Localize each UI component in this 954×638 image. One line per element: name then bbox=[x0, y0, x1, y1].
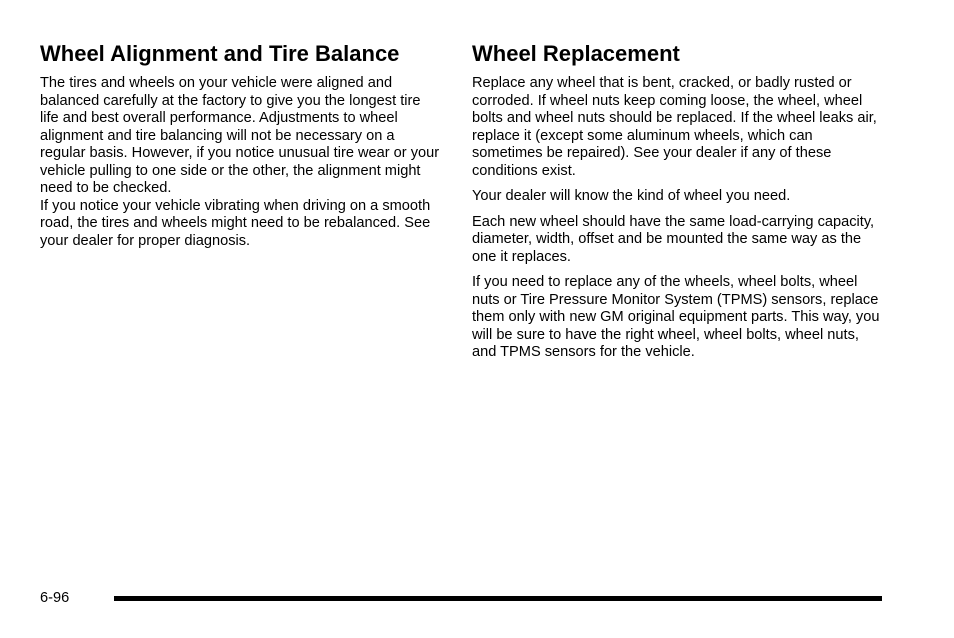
footer-rule bbox=[114, 596, 882, 601]
paragraph: Each new wheel should have the same load-carrying capacity, diameter, width, offset and be mounted the same way as the one it replaces. bbox=[472, 213, 875, 265]
paragraph: If you notice your vehicle vibrating when driving on a smooth road, the tires and wheels might need to be rebalanced. See your dealer for proper diagnosis. bbox=[40, 197, 431, 249]
page-number: 6-96 bbox=[40, 590, 70, 606]
paragraph: Replace any wheel that is bent, cracked, or badly rusted or corroded. If wheel nuts keep coming loose, the wheel, wheel bolts and wheel nuts should be replaced. If the wheel leaks air, replace it (except some aluminum wheels, which can sometimes be repaired). See your dealer if any of these conditions exist. bbox=[472, 75, 877, 179]
paragraph: Your dealer will know the kind of wheel you need. bbox=[472, 188, 791, 204]
paragraph: The tires and wheels on your vehicle were aligned and balanced carefully at the factory to give you the longest tire life and best overall performance. Adjustments to wheel alignment and tire balancing will not be necessary on a regular basis. However, if you notice unusual tire wear or your vehicle pulling to one side or the other, the alignment might need to be checked. bbox=[40, 75, 440, 196]
paragraph: If you need to replace any of the wheels, wheel bolts, wheel nuts or Tire Pressure Monitor System (TPMS) sensors, replace them only with new GM original equipment parts. This way, you will be sure to have the right wheel, wheel bolts, wheel nuts, and TPMS sensors for the vehicle. bbox=[472, 274, 880, 360]
right-column bbox=[472, 40, 882, 362]
section-heading-wheel-replacement: Wheel Replacement bbox=[472, 41, 680, 66]
left-column bbox=[40, 40, 442, 250]
section-heading-wheel-alignment: Wheel Alignment and Tire Balance bbox=[40, 41, 400, 66]
